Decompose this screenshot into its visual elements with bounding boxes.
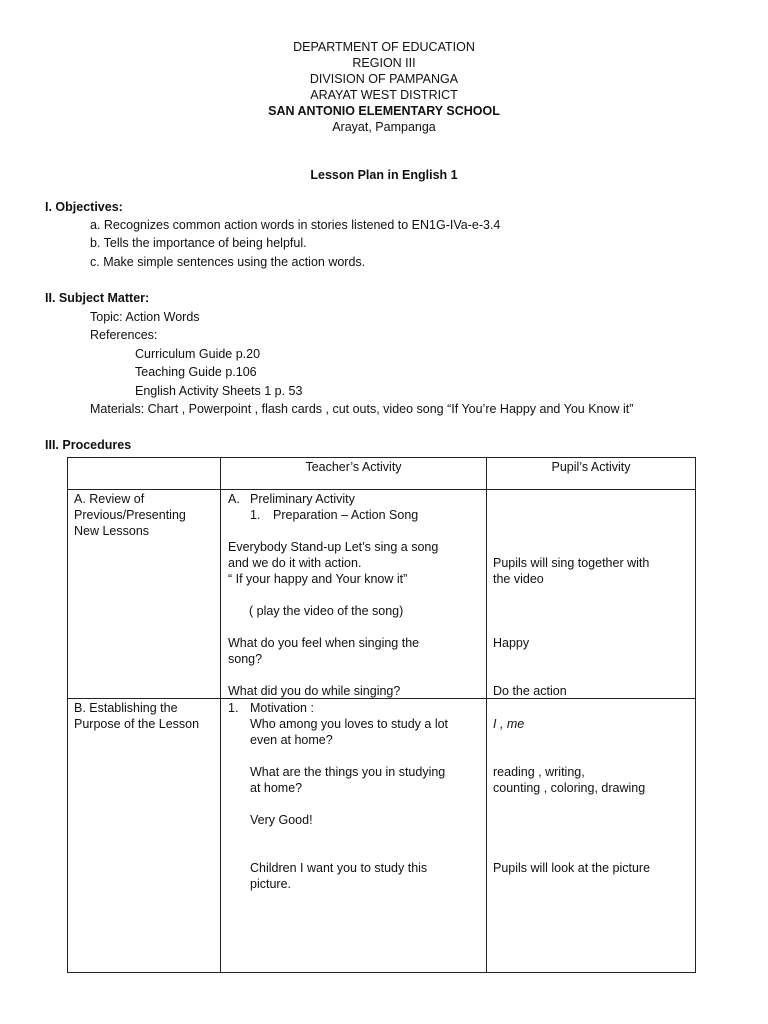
row-b-label-cell: [68, 699, 221, 973]
table-row: [68, 490, 696, 699]
table-row: [68, 699, 696, 973]
pupil-line: Pupils will sing together with: [493, 556, 650, 570]
subject-matter-heading: II. Subject Matter:: [45, 291, 150, 305]
pupil-line: the video: [493, 572, 544, 586]
reference-item: English Activity Sheets 1 p. 53: [135, 384, 303, 398]
header-location: Arayat, Pampanga: [332, 120, 436, 134]
row-a-teacher-cell: [221, 490, 487, 699]
row-a-pupil-cell: [487, 490, 696, 699]
list-marker: 1.: [250, 508, 261, 522]
teacher-line: “ If your happy and Your know it”: [228, 572, 408, 586]
teacher-line: at home?: [250, 781, 303, 795]
pupil-line: I , me: [493, 717, 525, 731]
header-empty-cell: [68, 458, 221, 490]
header-school: SAN ANTONIO ELEMENTARY SCHOOL: [268, 104, 500, 118]
objectives-heading: I. Objectives:: [45, 200, 123, 214]
objective-item: a. Recognizes common action words in stories listened to EN1G-IVa-e-3.4: [90, 218, 501, 232]
teacher-line: picture.: [250, 877, 291, 891]
motivation-heading: Motivation :: [250, 701, 314, 715]
list-marker: A.: [228, 492, 240, 506]
topic-line: Topic: Action Words: [90, 310, 200, 324]
document-title: Lesson Plan in English 1: [310, 168, 458, 182]
teacher-line: and we do it with action.: [228, 556, 362, 570]
row-b-label: Purpose of the Lesson: [74, 717, 200, 731]
header-district: ARAYAT WEST DISTRICT: [310, 88, 458, 102]
teacher-line: ( play the video of the song): [249, 604, 404, 618]
reference-item: Teaching Guide p.106: [135, 365, 257, 379]
teacher-line: Everybody Stand-up Let’s sing a song: [228, 540, 439, 554]
pupil-line: counting , coloring, drawing: [493, 781, 646, 795]
pupil-line: reading , writing,: [493, 765, 585, 779]
materials-line: Materials: Chart , Powerpoint , flash cards , cut outs, video song “If You’re Happy and You Know it”: [90, 402, 634, 416]
row-a-label-cell: [68, 490, 221, 699]
header-teacher-cell: [221, 458, 487, 490]
teacher-line: even at home?: [250, 733, 333, 747]
reference-item: Curriculum Guide p.20: [135, 347, 261, 361]
row-a-label: New Lessons: [74, 524, 150, 538]
objective-item: b. Tells the importance of being helpful.: [90, 236, 307, 250]
header-department: DEPARTMENT OF EDUCATION: [293, 40, 475, 54]
teacher-line: Children I want you to study this: [250, 861, 428, 875]
header-division: DIVISION OF PAMPANGA: [309, 72, 459, 86]
row-b-teacher-cell: [221, 699, 487, 973]
col-pupil-activity: Pupil’s Activity: [551, 460, 631, 474]
teacher-line: What are the things you in studying: [250, 765, 446, 779]
preliminary-activity: Preliminary Activity: [250, 492, 355, 506]
teacher-line: What do you feel when singing the: [228, 636, 420, 650]
preparation-action-song: Preparation – Action Song: [273, 508, 419, 522]
row-a-label: A. Review of: [74, 492, 145, 506]
header-region: REGION III: [352, 56, 416, 70]
pupil-line: Do the action: [493, 684, 567, 698]
procedures-table: [67, 457, 696, 973]
procedures-heading: III. Procedures: [45, 438, 132, 452]
pupil-line: Pupils will look at the picture: [493, 861, 651, 875]
references-label: References:: [90, 328, 158, 342]
pupil-line: Happy: [493, 636, 530, 650]
teacher-line: song?: [228, 652, 263, 666]
col-teacher-activity: Teacher’s Activity: [305, 460, 402, 474]
row-b-pupil-cell: [487, 699, 696, 973]
table-header-row: [68, 458, 696, 490]
objective-item: c. Make simple sentences using the action words.: [90, 255, 366, 269]
teacher-line: What did you do while singing?: [228, 684, 401, 698]
header-pupil-cell: [487, 458, 696, 490]
teacher-line: Very Good!: [250, 813, 313, 827]
list-marker: 1.: [228, 701, 239, 715]
row-a-label: Previous/Presenting: [74, 508, 186, 522]
row-b-label: B. Establishing the: [74, 701, 178, 715]
teacher-line: Who among you loves to study a lot: [250, 717, 449, 731]
